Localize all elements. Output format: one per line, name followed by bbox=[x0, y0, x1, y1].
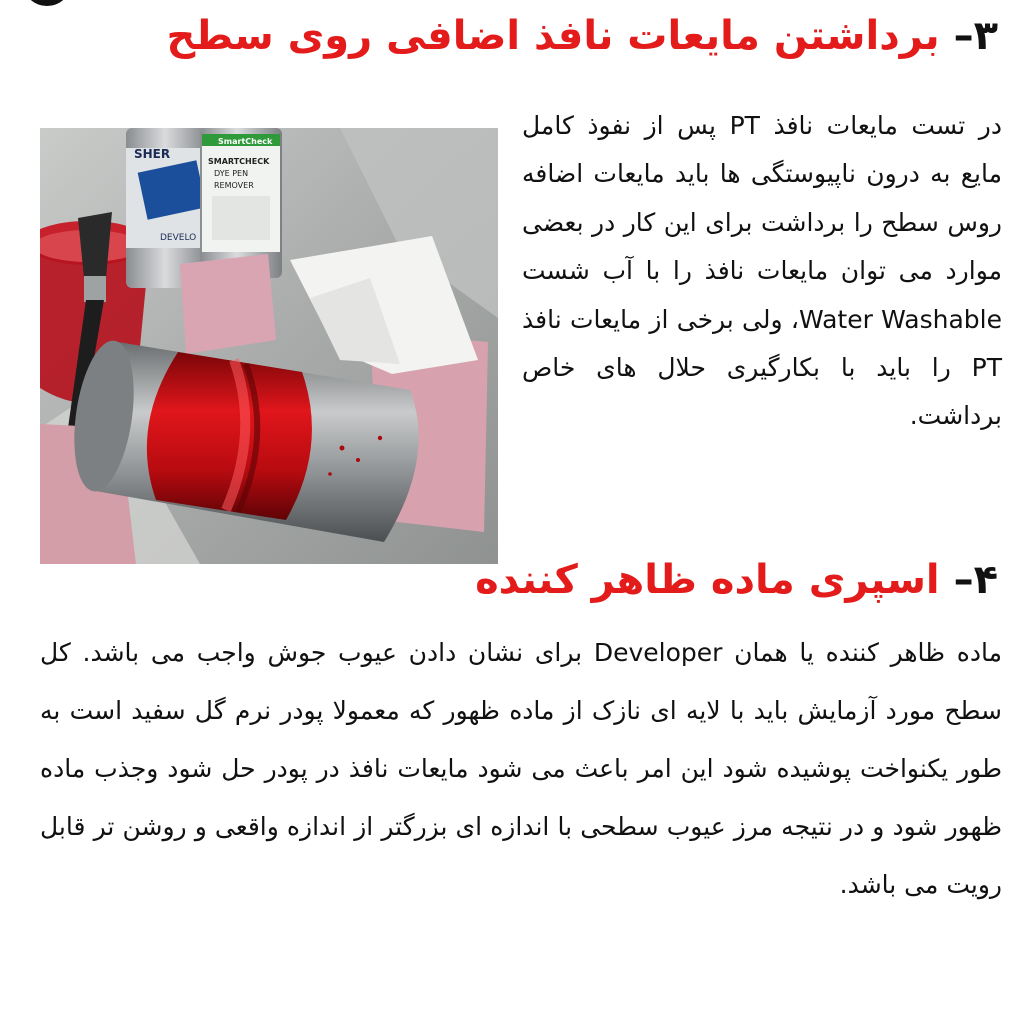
section-3-number: ۳– bbox=[953, 13, 998, 59]
can-left-label-1: SHER bbox=[134, 147, 171, 161]
section-4-title: اسپری ماده ظاهر کننده bbox=[475, 557, 940, 603]
can-right-label-3: REMOVER bbox=[214, 181, 254, 190]
can-left-label-2: DEVELO bbox=[160, 233, 197, 243]
section-4-body: ماده ظاهر کننده یا همان Developer برای نشان دادن عیوب جوش واجب می باشد. کل سطح مورد آزمایش باید با لایه ای نازک از ماده ظهور که معمولا پودر نرم گل سفید است به طور یکنواخت پوشیده شود این امر باعث می شود مایعات نافذ در پودر حل شود وجذب ماده ظهور شود و در نتیجه مرز عیوب سطحی با اندازه ای بزرگتر از اندازه واقعی و روشن تر قابل رویت می باشد. bbox=[40, 638, 1002, 899]
section-3-heading bbox=[167, 14, 998, 58]
corner-circle-icon bbox=[22, 0, 72, 6]
spray-can-remover bbox=[200, 128, 282, 278]
can-right-label-1: SMARTCHECK bbox=[208, 157, 270, 166]
can-right-brand: SmartCheck bbox=[218, 137, 273, 146]
pt-test-photo bbox=[40, 128, 498, 564]
can-right-label-2: DYE PEN bbox=[214, 169, 249, 178]
section-4-heading bbox=[475, 558, 998, 602]
photo-illustration bbox=[40, 128, 498, 564]
section-3-title: برداشتن مایعات نافذ اضافی روی سطح bbox=[166, 13, 940, 59]
section-3-body: در تست مایعات نافذ PT پس از نفوذ کامل مایع به درون ناپیوستگی ها باید مایعات اضافه روس سطح را برداشت برای این کار در بعضی موارد می توان مایعات نافذ را با آب شست Water Washable، ولی برخی از مایعات نافذ PT را باید با بکارگیری حلال های خاص برداشت. bbox=[522, 111, 1002, 431]
section-4-number: ۴– bbox=[953, 557, 998, 603]
